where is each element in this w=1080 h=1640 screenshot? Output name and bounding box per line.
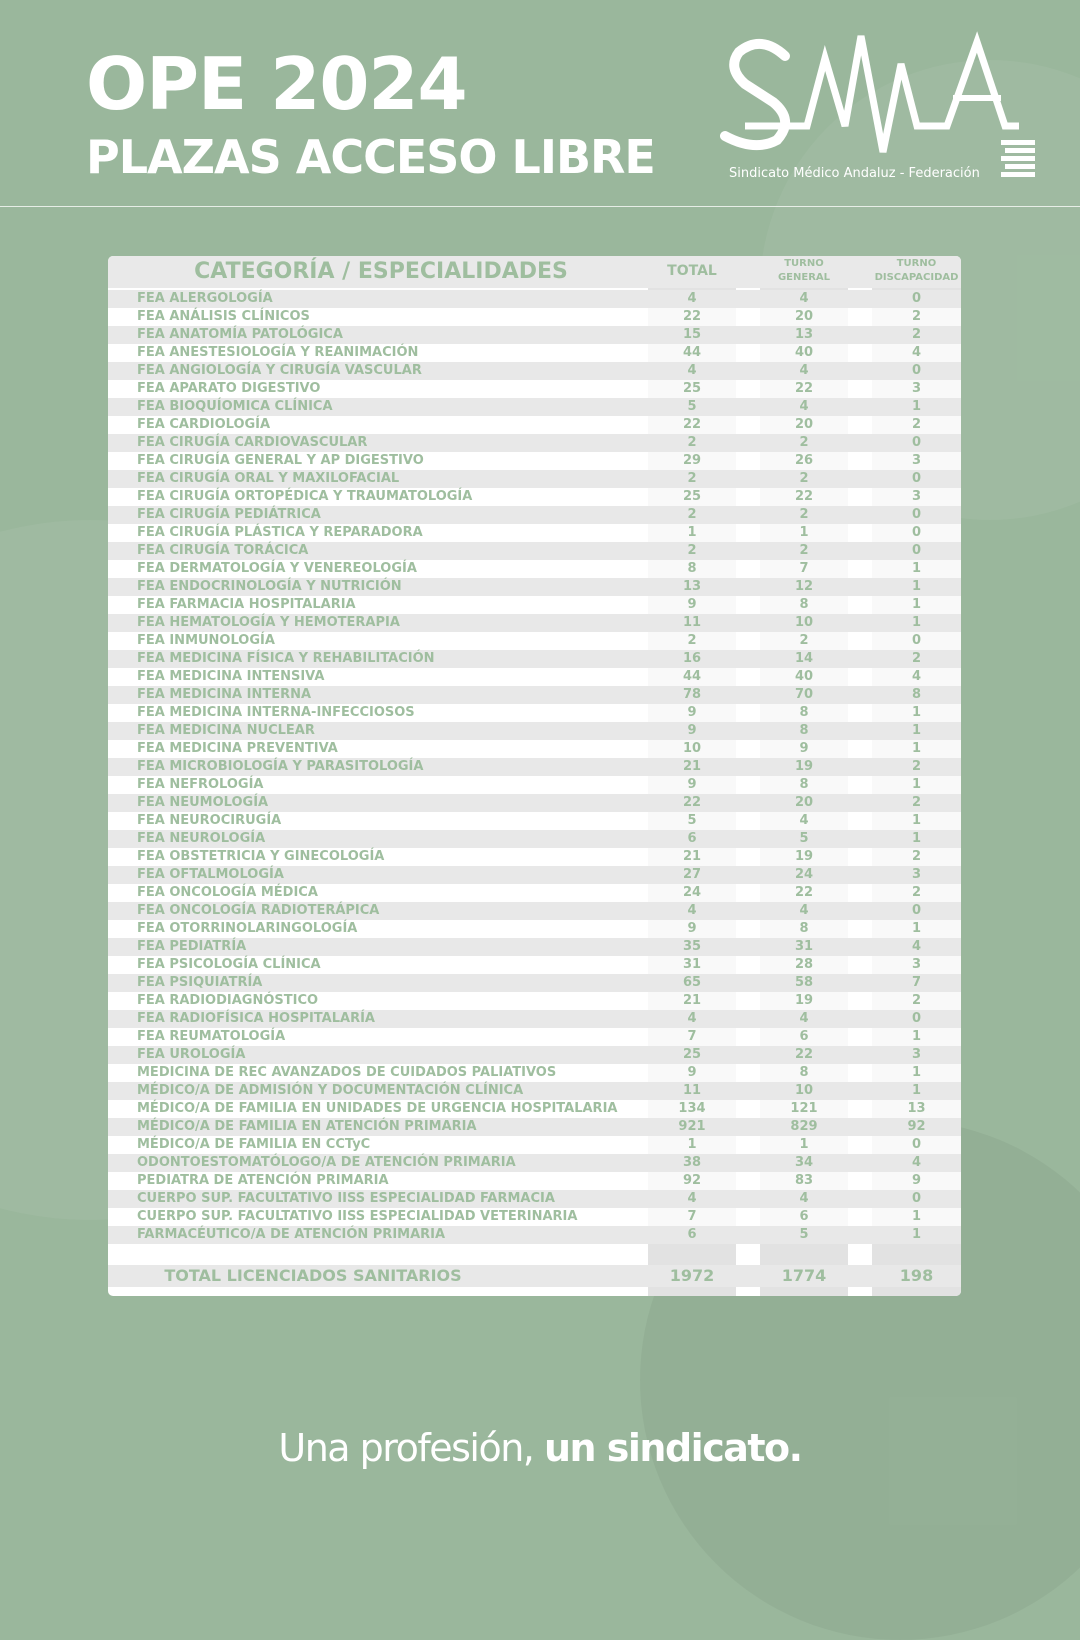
row-category: FEA MEDICINA INTERNA (137, 687, 312, 702)
table-row (108, 938, 961, 956)
row-category: FEA REUMATOLOGÍA (137, 1029, 286, 1044)
row-general: 6 (799, 1029, 809, 1044)
row-general: 10 (794, 615, 814, 630)
row-category: FEA OTORRINOLARINGOLOGÍA (137, 921, 358, 936)
table-row (108, 632, 961, 650)
row-disability: 2 (911, 759, 922, 774)
row-disability: 0 (911, 1011, 922, 1026)
row-category: FEA UROLOGÍA (137, 1047, 246, 1062)
table-row (108, 686, 961, 704)
row-disability: 1 (911, 579, 922, 594)
row-disability: 1 (911, 597, 922, 612)
row-disability: 3 (911, 381, 922, 396)
row-disability: 2 (911, 849, 922, 864)
table-row (108, 1064, 961, 1082)
table-row (108, 1046, 961, 1064)
row-category: FEA ANÁLISIS CLÍNICOS (137, 309, 310, 324)
row-disability: 0 (911, 1191, 922, 1206)
row-category: FEA CARDIOLOGÍA (137, 417, 271, 432)
row-category: FEA HEMATOLOGÍA Y HEMOTERAPIA (137, 615, 400, 630)
row-total: 4 (687, 1191, 697, 1206)
row-total: 24 (682, 885, 702, 900)
row-category: MÉDICO/A DE FAMILIA EN UNIDADES DE URGENCIA HOSPITALARIA (137, 1101, 618, 1116)
table-row (108, 452, 961, 470)
row-total: 7 (687, 1029, 697, 1044)
row-total: 15 (682, 327, 702, 342)
row-general: 24 (794, 867, 814, 882)
row-general: 22 (794, 489, 814, 504)
table-row (108, 1172, 961, 1190)
table-row (108, 902, 961, 920)
row-general: 829 (790, 1119, 818, 1134)
row-general: 8 (799, 705, 809, 720)
table-row (108, 650, 961, 668)
row-total: 9 (687, 777, 697, 792)
row-general: 1 (799, 1137, 809, 1152)
row-disability: 1 (911, 1227, 922, 1242)
row-general: 70 (794, 687, 814, 702)
row-category: FEA CIRUGÍA ORAL Y MAXILOFACIAL (137, 471, 400, 486)
row-disability: 1 (911, 705, 922, 720)
row-category: FEA NEUMOLOGÍA (137, 795, 269, 810)
table-row (108, 956, 961, 974)
row-general: 22 (794, 1047, 814, 1062)
row-total: 4 (687, 363, 697, 378)
row-category: FEA ENDOCRINOLOGÍA Y NUTRICIÓN (137, 579, 402, 594)
page-header (0, 0, 1080, 206)
table-row (108, 668, 961, 686)
row-general: 121 (790, 1101, 818, 1116)
row-general: 4 (799, 291, 809, 306)
row-total: 9 (687, 1065, 697, 1080)
row-total: 38 (682, 1155, 702, 1170)
row-disability: 1 (911, 921, 922, 936)
table-row (108, 1082, 961, 1100)
row-total: 2 (687, 507, 697, 522)
row-category: FEA CIRUGÍA PLÁSTICA Y REPARADORA (137, 525, 423, 540)
row-total: 4 (687, 1011, 697, 1026)
row-disability: 4 (911, 669, 922, 684)
row-category: FEA OBSTETRICIA Y GINECOLOGÍA (137, 849, 385, 864)
row-disability: 0 (911, 543, 922, 558)
row-disability: 8 (911, 687, 922, 702)
total-label: TOTAL LICENCIADOS SANITARIOS (164, 1266, 462, 1285)
table-row (108, 614, 961, 632)
row-total: 2 (687, 543, 697, 558)
sma-logo (715, 28, 1045, 188)
row-total: 78 (682, 687, 702, 702)
row-category: FEA MEDICINA PREVENTIVA (137, 741, 338, 756)
table-row (108, 812, 961, 830)
row-disability: 2 (911, 885, 922, 900)
row-general: 8 (799, 777, 809, 792)
table-row (108, 596, 961, 614)
row-category: FEA INMUNOLOGÍA (137, 633, 275, 648)
row-total: 921 (678, 1119, 706, 1134)
row-total: 35 (682, 939, 702, 954)
total-value: 1972 (669, 1266, 715, 1285)
row-total: 4 (687, 291, 697, 306)
page-title: OPE 2024 (86, 42, 467, 126)
row-total: 25 (682, 489, 702, 504)
table-row (108, 1100, 961, 1118)
total-general-value: 1774 (781, 1266, 827, 1285)
row-total: 13 (682, 579, 702, 594)
row-category: FEA ONCOLOGÍA MÉDICA (137, 885, 318, 900)
row-total: 25 (682, 1047, 702, 1062)
row-total: 22 (682, 795, 702, 810)
row-disability: 1 (911, 777, 922, 792)
table-row (108, 470, 961, 488)
row-total: 21 (682, 849, 702, 864)
row-category: FEA PEDIATRÍA (137, 939, 247, 954)
table-row (108, 1226, 961, 1244)
table-row (108, 560, 961, 578)
row-category: FEA ANGIOLOGÍA Y CIRUGÍA VASCULAR (137, 363, 422, 378)
row-total: 21 (682, 759, 702, 774)
row-category: FEA APARATO DIGESTIVO (137, 381, 321, 396)
row-total: 27 (682, 867, 702, 882)
header-general-line2: GENERAL (777, 272, 831, 283)
row-total: 10 (682, 741, 702, 756)
row-category: MÉDICO/A DE FAMILIA EN CCTyC (137, 1137, 371, 1152)
table-row (108, 1010, 961, 1028)
row-disability: 13 (907, 1101, 926, 1116)
row-category: FEA NEUROCIRUGÍA (137, 813, 282, 828)
row-disability: 4 (911, 345, 922, 360)
row-general: 4 (799, 1191, 809, 1206)
row-total: 134 (678, 1101, 706, 1116)
row-total: 29 (682, 453, 702, 468)
table-row (108, 1028, 961, 1046)
row-general: 40 (794, 669, 814, 684)
table-row (108, 488, 961, 506)
table-row (108, 506, 961, 524)
row-disability: 3 (911, 957, 922, 972)
row-disability: 0 (911, 471, 922, 486)
row-category: FARMACÉUTICO/A DE ATENCIÓN PRIMARIA (137, 1227, 446, 1242)
row-disability: 1 (911, 1029, 922, 1044)
footer-slogan (0, 1426, 1080, 1470)
row-category: FEA ANATOMÍA PATOLÓGICA (137, 327, 343, 342)
row-category: PEDIATRA DE ATENCIÓN PRIMARIA (137, 1173, 389, 1188)
row-general: 14 (794, 651, 814, 666)
row-category: FEA NEFROLOGÍA (137, 777, 264, 792)
row-total: 16 (682, 651, 702, 666)
row-disability: 1 (911, 615, 922, 630)
table-row (108, 542, 961, 560)
row-category: FEA ALERGOLOGÍA (137, 291, 273, 306)
row-general: 19 (794, 993, 814, 1008)
table-row (108, 1154, 961, 1172)
row-general: 4 (799, 813, 809, 828)
row-category: FEA MEDICINA NUCLEAR (137, 723, 315, 738)
row-category: FEA NEUROLOGÍA (137, 831, 266, 846)
places-table (108, 256, 961, 1296)
table-row (108, 290, 961, 308)
row-general: 9 (799, 741, 809, 756)
table-row (108, 362, 961, 380)
row-disability: 1 (911, 723, 922, 738)
row-category: FEA DERMATOLOGÍA Y VENEREOLOGÍA (137, 561, 417, 576)
total-disability-value: 198 (899, 1266, 934, 1285)
row-category: MÉDICO/A DE FAMILIA EN ATENCIÓN PRIMARIA (137, 1119, 477, 1134)
row-general: 4 (799, 363, 809, 378)
row-total: 9 (687, 921, 697, 936)
header-disability (872, 257, 961, 285)
row-general: 4 (799, 399, 809, 414)
header-general (760, 257, 848, 285)
row-total: 4 (687, 903, 697, 918)
table-row (108, 524, 961, 542)
row-general: 7 (799, 561, 809, 576)
row-disability: 7 (911, 975, 922, 990)
row-category: FEA FARMACIA HOSPITALARIA (137, 597, 356, 612)
header-general-line1: TURNO (784, 258, 824, 269)
row-general: 58 (794, 975, 814, 990)
row-general: 83 (794, 1173, 814, 1188)
row-total: 8 (687, 561, 697, 576)
row-disability: 2 (911, 993, 922, 1008)
row-general: 19 (794, 759, 814, 774)
row-total: 11 (682, 1083, 702, 1098)
table-row (108, 776, 961, 794)
header-divider (0, 206, 1080, 207)
row-general: 2 (799, 543, 809, 558)
row-general: 31 (794, 939, 814, 954)
row-general: 20 (794, 309, 814, 324)
row-general: 34 (794, 1155, 814, 1170)
row-category: FEA CIRUGÍA GENERAL Y AP DIGESTIVO (137, 453, 424, 468)
row-total: 1 (687, 525, 697, 540)
row-total: 9 (687, 705, 697, 720)
row-category: FEA CIRUGÍA TORÁCICA (137, 543, 309, 558)
row-general: 12 (794, 579, 814, 594)
row-category: FEA MICROBIOLOGÍA Y PARASITOLOGÍA (137, 759, 424, 774)
row-total: 22 (682, 417, 702, 432)
header-total: TOTAL (667, 263, 717, 279)
row-total: 5 (687, 813, 697, 828)
row-total: 31 (682, 957, 702, 972)
table-row (108, 1208, 961, 1226)
page-subtitle: PLAZAS ACCESO LIBRE (86, 130, 655, 184)
table-row (108, 1136, 961, 1154)
row-general: 2 (799, 435, 809, 450)
row-disability: 0 (911, 363, 922, 378)
row-disability: 2 (911, 795, 922, 810)
row-category: FEA CIRUGÍA ORTOPÉDICA Y TRAUMATOLOGÍA (137, 489, 473, 504)
row-disability: 2 (911, 651, 922, 666)
table-row (108, 794, 961, 812)
row-general: 13 (794, 327, 814, 342)
table-row (108, 758, 961, 776)
row-disability: 3 (911, 489, 922, 504)
row-category: FEA CIRUGÍA PEDIÁTRICA (137, 507, 321, 522)
row-total: 1 (687, 1137, 697, 1152)
row-disability: 0 (911, 903, 922, 918)
row-total: 9 (687, 597, 697, 612)
row-category: FEA CIRUGÍA CARDIOVASCULAR (137, 435, 368, 450)
row-general: 5 (799, 831, 809, 846)
row-general: 6 (799, 1209, 809, 1224)
row-general: 8 (799, 723, 809, 738)
row-category: MEDICINA DE REC AVANZADOS DE CUIDADOS PALIATIVOS (137, 1065, 557, 1080)
row-category: CUERPO SUP. FACULTATIVO IISS ESPECIALIDAD FARMACIA (137, 1191, 555, 1206)
row-disability: 0 (911, 291, 922, 306)
table-row (108, 722, 961, 740)
slogan-part2: un sindicato. (543, 1426, 802, 1470)
table-row (108, 974, 961, 992)
row-category: FEA ONCOLOGÍA RADIOTERÁPICA (137, 903, 380, 918)
row-disability: 1 (911, 399, 922, 414)
row-general: 19 (794, 849, 814, 864)
row-general: 40 (794, 345, 814, 360)
row-disability: 4 (911, 1155, 922, 1170)
total-row (108, 1265, 961, 1287)
row-general: 5 (799, 1227, 809, 1242)
row-general: 20 (794, 417, 814, 432)
table-row (108, 1118, 961, 1136)
row-category: FEA OFTALMOLOGÍA (137, 867, 284, 882)
row-category: FEA ANESTESIOLOGÍA Y REANIMACIÓN (137, 345, 419, 360)
row-total: 65 (682, 975, 702, 990)
header-category: CATEGORÍA / ESPECIALIDADES (194, 259, 568, 284)
table-row (108, 704, 961, 722)
row-general: 2 (799, 471, 809, 486)
row-general: 10 (794, 1083, 814, 1098)
row-category: FEA MEDICINA INTERNA-INFECCIOSOS (137, 705, 415, 720)
row-category: FEA MEDICINA FÍSICA Y REHABILITACIÓN (137, 651, 435, 666)
row-category: FEA RADIOFÍSICA HOSPITALARÍA (137, 1011, 375, 1026)
table-row (108, 992, 961, 1010)
table-row (108, 398, 961, 416)
row-total: 11 (682, 615, 702, 630)
row-total: 25 (682, 381, 702, 396)
row-disability: 2 (911, 327, 922, 342)
table-row (108, 1190, 961, 1208)
row-category: FEA PSICOLOGÍA CLÍNICA (137, 957, 321, 972)
row-total: 44 (682, 669, 702, 684)
row-total: 5 (687, 399, 697, 414)
row-category: MÉDICO/A DE ADMISIÓN Y DOCUMENTACIÓN CLÍNICA (137, 1083, 524, 1098)
row-total: 92 (682, 1173, 702, 1188)
header-disability-line2: DISCAPACIDAD (874, 272, 959, 283)
row-disability: 0 (911, 435, 922, 450)
row-disability: 1 (911, 561, 922, 576)
row-disability: 92 (907, 1119, 926, 1134)
row-disability: 2 (911, 309, 922, 324)
row-total: 44 (682, 345, 702, 360)
row-total: 2 (687, 435, 697, 450)
row-total: 6 (687, 1227, 697, 1242)
table-row (108, 416, 961, 434)
row-general: 28 (794, 957, 814, 972)
table-row (108, 578, 961, 596)
table-row (108, 848, 961, 866)
header-disability-line1: TURNO (896, 258, 937, 269)
row-disability: 0 (911, 525, 922, 540)
row-disability: 1 (911, 1083, 922, 1098)
row-general: 22 (794, 381, 814, 396)
row-disability: 3 (911, 453, 922, 468)
table-row (108, 308, 961, 326)
slogan-part1: Una profesión, (278, 1426, 534, 1470)
table-row (108, 344, 961, 362)
row-total: 2 (687, 633, 697, 648)
row-total: 9 (687, 723, 697, 738)
row-disability: 1 (911, 813, 922, 828)
row-category: FEA MEDICINA INTENSIVA (137, 669, 325, 684)
row-total: 22 (682, 309, 702, 324)
row-disability: 1 (911, 1065, 922, 1080)
row-general: 2 (799, 633, 809, 648)
table-row (108, 920, 961, 938)
row-general: 4 (799, 1011, 809, 1026)
table-row (108, 326, 961, 344)
row-general: 2 (799, 507, 809, 522)
row-disability: 0 (911, 507, 922, 522)
row-general: 22 (794, 885, 814, 900)
row-disability: 2 (911, 417, 922, 432)
row-category: FEA BIOQUÍOMICA CLÍNICA (137, 399, 333, 414)
row-disability: 0 (911, 1137, 922, 1152)
row-total: 7 (687, 1209, 697, 1224)
row-general: 1 (799, 525, 809, 540)
row-disability: 1 (911, 1209, 922, 1224)
row-disability: 9 (911, 1173, 922, 1188)
table-row (108, 830, 961, 848)
row-disability: 3 (911, 1047, 922, 1062)
row-category: ODONTOESTOMATÓLOGO/A DE ATENCIÓN PRIMARIA (137, 1155, 516, 1170)
table-row (108, 380, 961, 398)
row-disability: 3 (911, 867, 922, 882)
row-general: 8 (799, 921, 809, 936)
row-total: 2 (687, 471, 697, 486)
row-general: 20 (794, 795, 814, 810)
row-disability: 4 (911, 939, 922, 954)
row-disability: 0 (911, 633, 922, 648)
row-total: 6 (687, 831, 697, 846)
row-total: 21 (682, 993, 702, 1008)
table-row (108, 866, 961, 884)
table-row (108, 740, 961, 758)
table-row (108, 434, 961, 452)
row-general: 4 (799, 903, 809, 918)
row-general: 8 (799, 597, 809, 612)
row-disability: 1 (911, 741, 922, 756)
row-category: FEA RADIODIAGNÓSTICO (137, 993, 319, 1008)
row-category: FEA PSIQUIATRÍA (137, 975, 263, 990)
row-category: CUERPO SUP. FACULTATIVO IISS ESPECIALIDAD VETERINARIA (137, 1209, 578, 1224)
row-general: 8 (799, 1065, 809, 1080)
row-general: 26 (794, 453, 814, 468)
table-body (108, 290, 961, 1244)
row-disability: 1 (911, 831, 922, 846)
table-header (108, 256, 961, 288)
logo-caption: Sindicato Médico Andaluz - Federación (729, 166, 980, 181)
table-row (108, 884, 961, 902)
